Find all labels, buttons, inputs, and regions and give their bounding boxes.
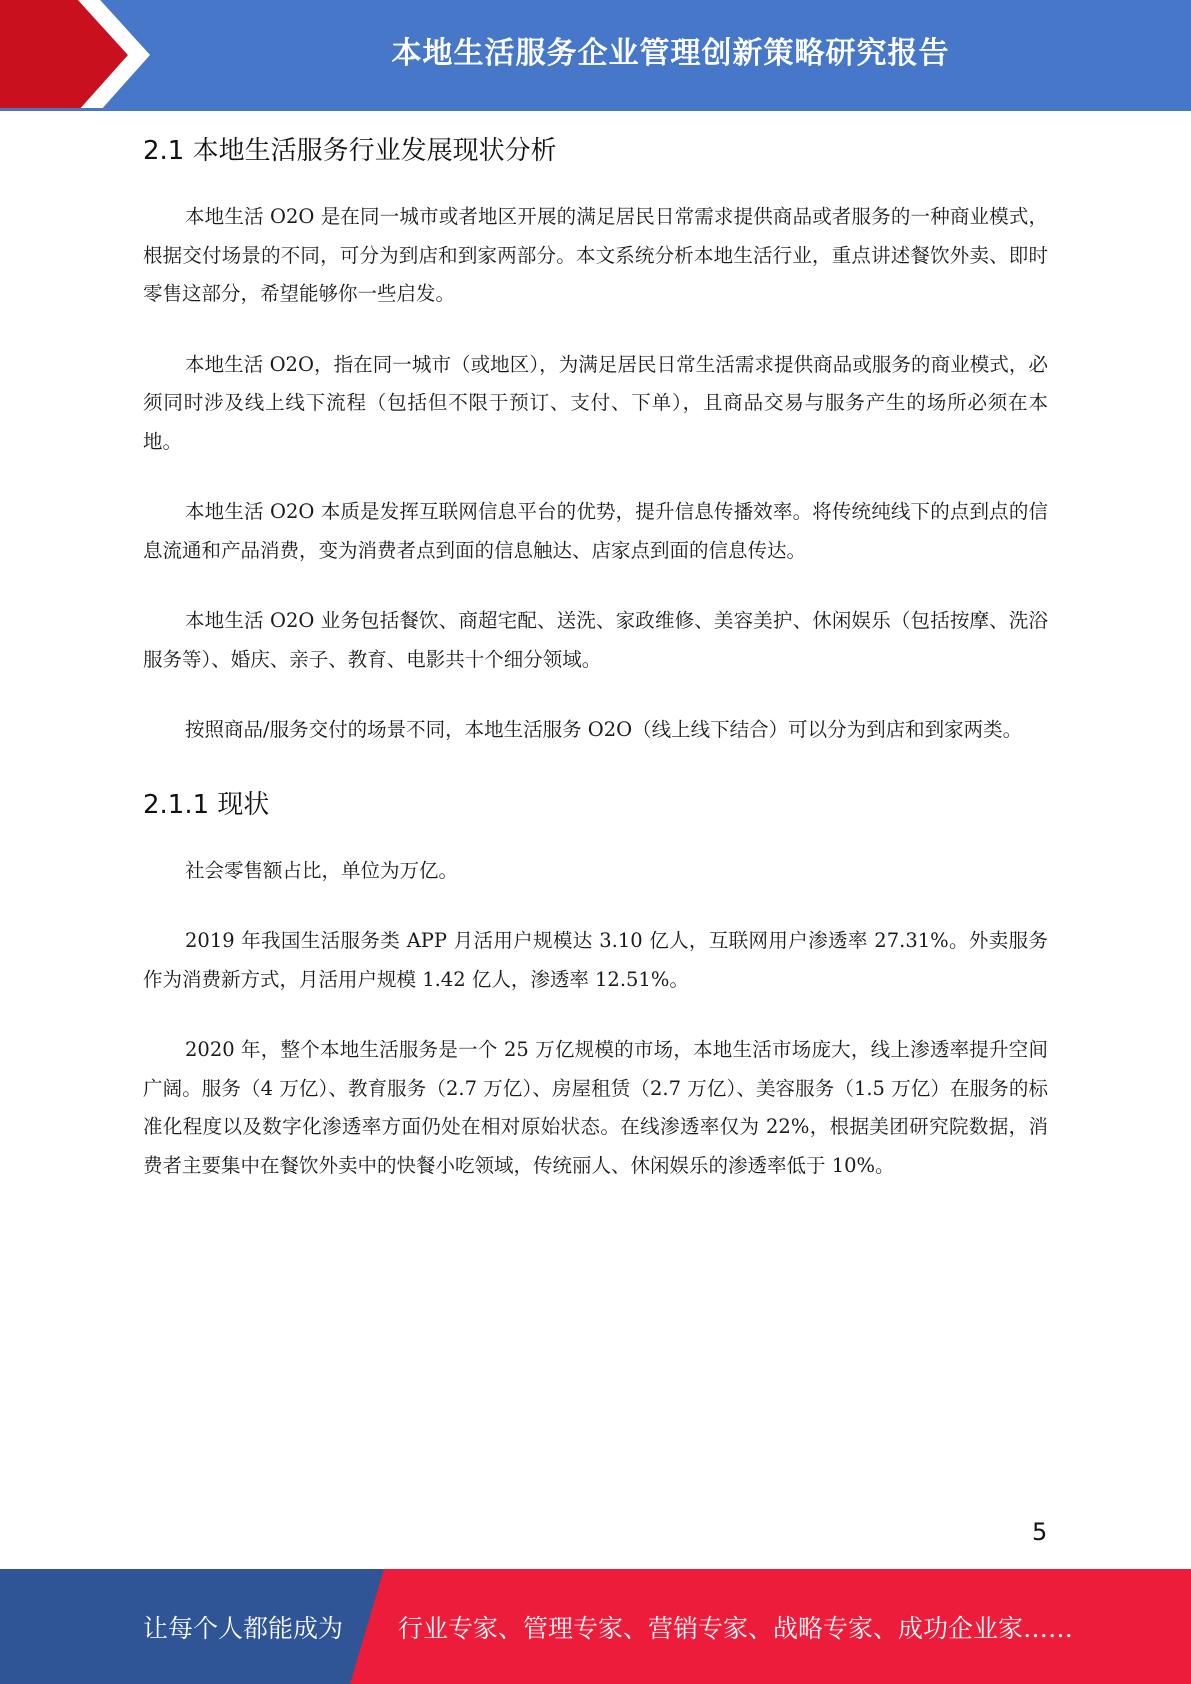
page-header-banner — [0, 0, 1191, 111]
paragraph: 2019 年我国生活服务类 APP 月活用户规模达 3.10 亿人，互联网用户渗透率 27.31%。外卖服务作为消费新方式，月活用户规模 1.42 亿人，渗透率 12.51%。 — [143, 929, 1048, 991]
paragraph: 2020 年，整个本地生活服务是一个 25 万亿规模的市场，本地生活市场庞大，线上渗透率提升空间广阔。服务（4 万亿）、教育服务（2.7 万亿）、房屋租赁（2.7 万亿）、美容服务（1.5 万亿）在服务的标准化程度以及数字化渗透率方面仍处在相对原始状态。在线渗透率仅为 22%，根据美团研究院数据，消费者主要集中在餐饮外卖中的快餐小吃领域，传统丽人、休闲娱乐的渗透率低于 10%。 — [143, 1038, 1048, 1177]
paragraph: 本地生活 O2O 业务包括餐饮、商超宅配、送洗、家政维修、美容美护、休闲娱乐（包括按摩、洗浴服务等）、婚庆、亲子、教育、电影共十个细分领域。 — [143, 609, 1048, 671]
paragraph: 本地生活 O2O 是在同一城市或者地区开展的满足居民日常需求提供商品或者服务的一种商业模式，根据交付场景的不同，可分为到店和到家两部分。本文系统分析本地生活行业，重点讲述餐饮外卖、即时零售这部分，希望能够你一些启发。 — [143, 205, 1048, 305]
section-heading: 2.1 本地生活服务行业发展现状分析 — [143, 136, 557, 166]
page-content — [143, 128, 1048, 1217]
footer-slogan-right: 行业专家、管理专家、营销专家、战略专家、成功企业家…… — [398, 1613, 1074, 1643]
page-footer-banner — [0, 1569, 1191, 1684]
subsection-heading: 2.1.1 现状 — [143, 789, 270, 820]
paragraph: 社会零售额占比，单位为万亿。 — [185, 858, 459, 882]
footer-slogan-left: 让每个人都能成为 — [143, 1613, 344, 1643]
paragraph: 本地生活 O2O，指在同一城市（或地区），为满足居民日常生活需求提供商品或服务的商业模式，必须同时涉及线上线下流程（包括但不限于预订、支付、下单），且商品交易与服务产生的场所必须在本地。 — [143, 352, 1048, 453]
paragraph: 按照商品/服务交付的场景不同，本地生活服务 O2O（线上线下结合）可以分为到店和到家两类。 — [185, 718, 1023, 741]
report-title: 本地生活服务企业管理创新策略研究报告 — [391, 36, 950, 71]
page-number: 5 — [1032, 1518, 1048, 1546]
paragraph: 本地生活 O2O 本质是发挥互联网信息平台的优势，提升信息传播效率。将传统纯线下的点到点的信息流通和产品消费，变为消费者点到面的信息触达、店家点到面的信息传达。 — [143, 500, 1048, 562]
